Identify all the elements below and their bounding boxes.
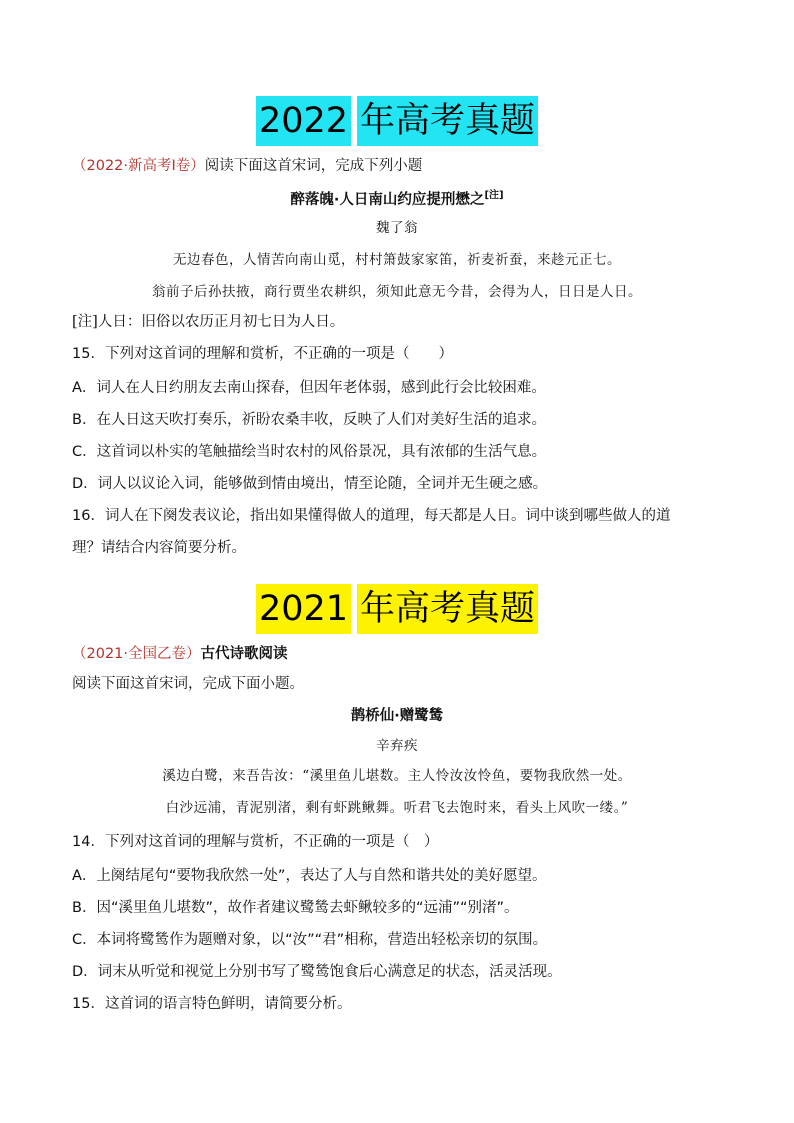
instruction-2021: 阅读下面这首宋词，完成下面小题。 — [72, 676, 304, 692]
heading-2022 — [0, 96, 794, 146]
instruction-2022: 阅读下面这首宋词，完成下列小题 — [204, 158, 423, 174]
poem-title-2021: 鹊桥仙·赠鹭鸶 — [350, 708, 444, 724]
poem-line-2-2022: 翁前子后孙扶掖，商行贾坐农耕织，须知此意无今昔，会得为人，日日是人日。 — [152, 284, 642, 300]
poem-line-1-2021: 溪边白鹭，来吾告汝：“溪里鱼儿堪数。主人怜汝汝怜鱼，要物我欣然一处。 — [162, 768, 632, 784]
option-b-2021: B．因“溪里鱼儿堪数”，故作者建议鹭鸶去虾鳅较多的“远浦”“别渚”。 — [72, 900, 519, 916]
heading-year-2022: 2022 — [256, 96, 351, 146]
source-line-2021 — [72, 644, 288, 664]
author-2021: 辛弃疾 — [376, 738, 418, 754]
poem-line-1-2022: 无边春色，人情苦向南山觅，村村箫鼓家家笛，祈麦祈蚕，来趁元正七。 — [173, 252, 621, 268]
author-2022: 魏了翁 — [376, 220, 418, 236]
option-b-2022: B．在人日这天吹打奏乐，祈盼农桑丰收，反映了人们对美好生活的追求。 — [72, 412, 546, 428]
poem-title-2022 — [0, 186, 794, 210]
question-15-2021: 15．这首词的语言特色鲜明，请简要分析。 — [72, 996, 352, 1012]
heading-2021 — [0, 584, 794, 634]
section-label-2021: 古代诗歌阅读 — [200, 646, 288, 662]
poem-note-mark: [注] — [484, 190, 504, 201]
question-16-line-2: 理？请结合内容简要分析。 — [72, 540, 246, 556]
heading-title-2021: 年高考真题 — [357, 584, 538, 634]
source-2021: （2021·全国乙卷） — [72, 646, 201, 662]
option-c-2021: C．本词将鹭鸶作为题赠对象，以“汝”“君”相称，营造出轻松亲切的氛围。 — [72, 932, 548, 948]
note-2022: [注]人日：旧俗以农历正月初七日为人日。 — [72, 314, 345, 330]
option-d-2021: D．词末从听觉和视觉上分别书写了鹭鸶饱食后心满意足的状态，活灵活现。 — [72, 964, 562, 980]
heading-year-2021: 2021 — [256, 584, 351, 634]
question-15-2022: 15．下列对这首词的理解和赏析，不正确的一项是（ ） — [72, 346, 453, 362]
question-14-2021: 14．下列对这首词的理解与赏析，不正确的一项是（ ） — [72, 834, 439, 850]
source-line-2022 — [72, 156, 422, 176]
question-16-line-1: 16．词人在下阕发表议论，指出如果懂得做人的道理，每天都是人日。词中谈到哪些做人的道 — [72, 508, 671, 524]
heading-title-2022: 年高考真题 — [357, 96, 538, 146]
option-a-2021: A．上阕结尾句“要物我欣然一处”，表达了人与自然和谐共处的美好愿望。 — [72, 868, 547, 884]
source-2022: （2022·新高考Ⅰ卷） — [72, 158, 205, 174]
poem-line-2-2021: 白沙远浦，青泥别渚，剩有虾跳鳅舞。听君飞去饱时来，看头上风吹一缕。” — [165, 800, 629, 816]
poem-title-text-2022: 醉落魄·人日南山约应提刑懋之 — [290, 191, 485, 208]
option-d-2022: D．词人以议论入词，能够做到情由境出，情至论随，全词并无生硬之感。 — [72, 476, 548, 492]
option-a-2022: A．词人在人日约朋友去南山探春，但因年老体弱，感到此行会比较困难。 — [72, 380, 546, 396]
option-c-2022: C．这首词以朴实的笔触描绘当时农村的风俗景况，具有浓郁的生活气息。 — [72, 444, 547, 460]
